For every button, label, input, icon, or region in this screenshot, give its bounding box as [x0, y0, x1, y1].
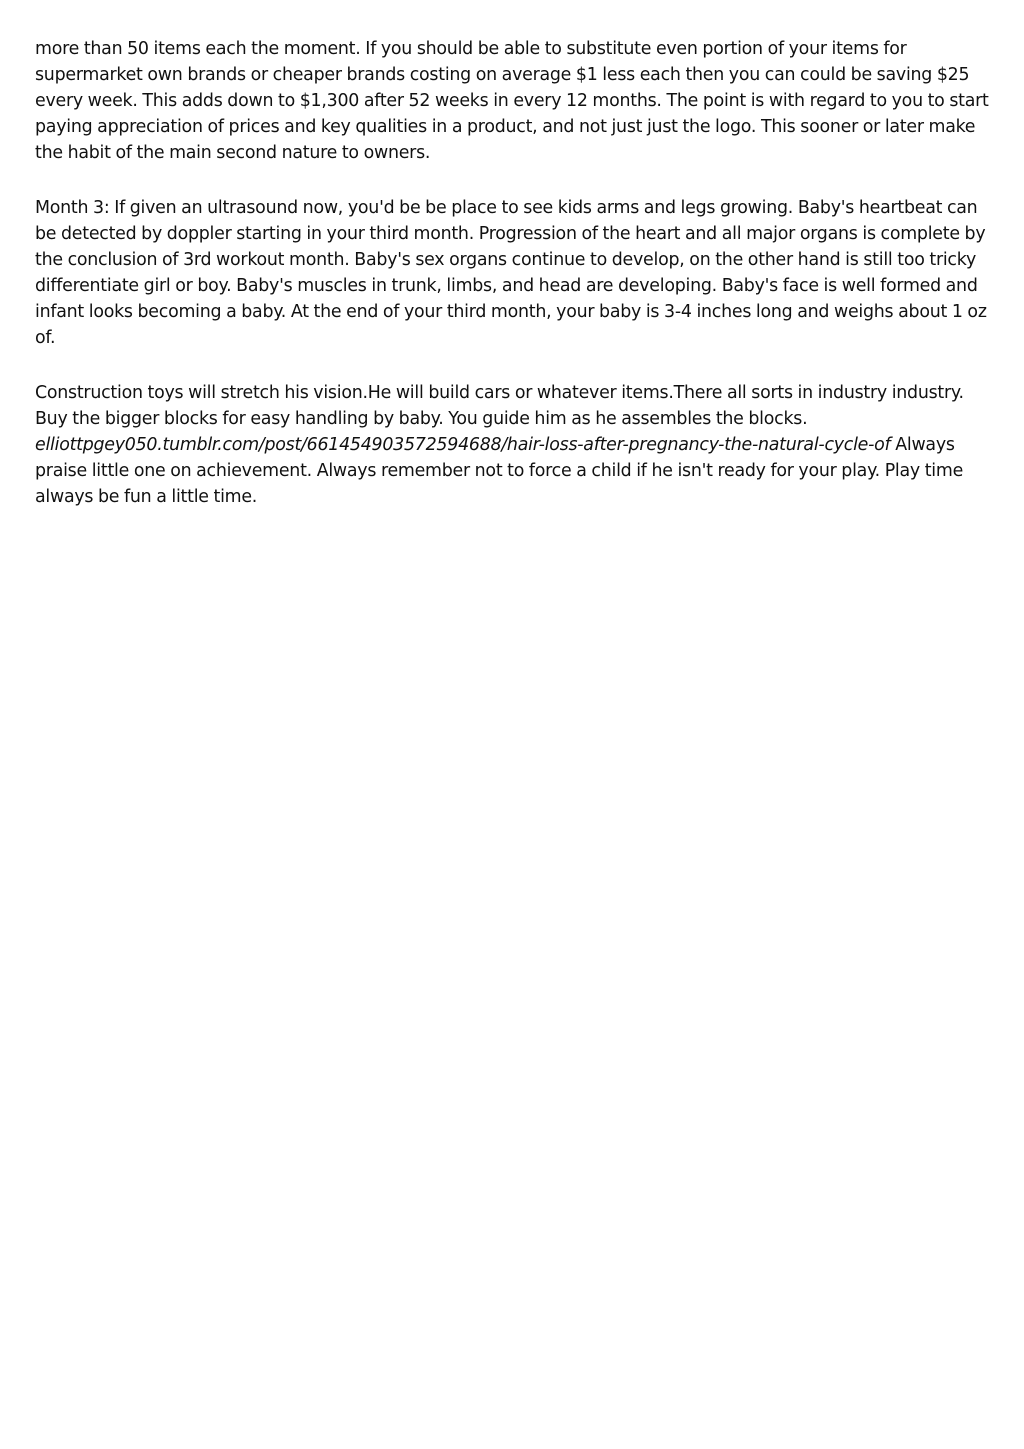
inline-link[interactable]: elliottpgey050.tumblr.com/post/661454903572594688/hair-loss-after-pregnancy-the-natural-cycle-of	[35, 435, 891, 455]
paragraph-text-after-link: Always praise little one on achievement. Always remember not to force a child if he isn't ready for your play. Play time always be fun a little time.	[35, 435, 964, 507]
paragraph-grocery-savings: more than 50 items each the moment. If you should be able to substitute even portion of your items for supermarket own brands or cheaper brands costing on average $1 less each then you can could be saving $25 every week. This adds down to $1,300 after 52 weeks in every 12 months. The point is with regard to you to start paying appreciation of prices and key qualities in a product, and not just just the logo. This sooner or later make the habit of the main second nature to owners.	[35, 39, 989, 163]
paragraph-month-3: Month 3: If given an ultrasound now, you'd be be place to see kids arms and legs growing. Baby's heartbeat can be detected by doppler starting in your third month. Progression of the heart and all major organs is complete by the conclusion of 3rd workout month. Baby's sex organs continue to develop, on the other hand is still too tricky differentiate girl or boy. Baby's muscles in trunk, limbs, and head are developing. Baby's face is well formed and infant looks becoming a baby. At the end of your third month, your baby is 3-4 inches long and weighs about 1 oz of.	[35, 198, 987, 348]
document-body	[35, 36, 993, 539]
paragraph-text-before-link: Construction toys will stretch his vision.He will build cars or whatever items.There all sorts in industry industry. Buy the bigger blocks for easy handling by baby. You guide him as he assembles the blocks.	[35, 383, 964, 429]
paragraph-construction-toys	[35, 380, 993, 510]
